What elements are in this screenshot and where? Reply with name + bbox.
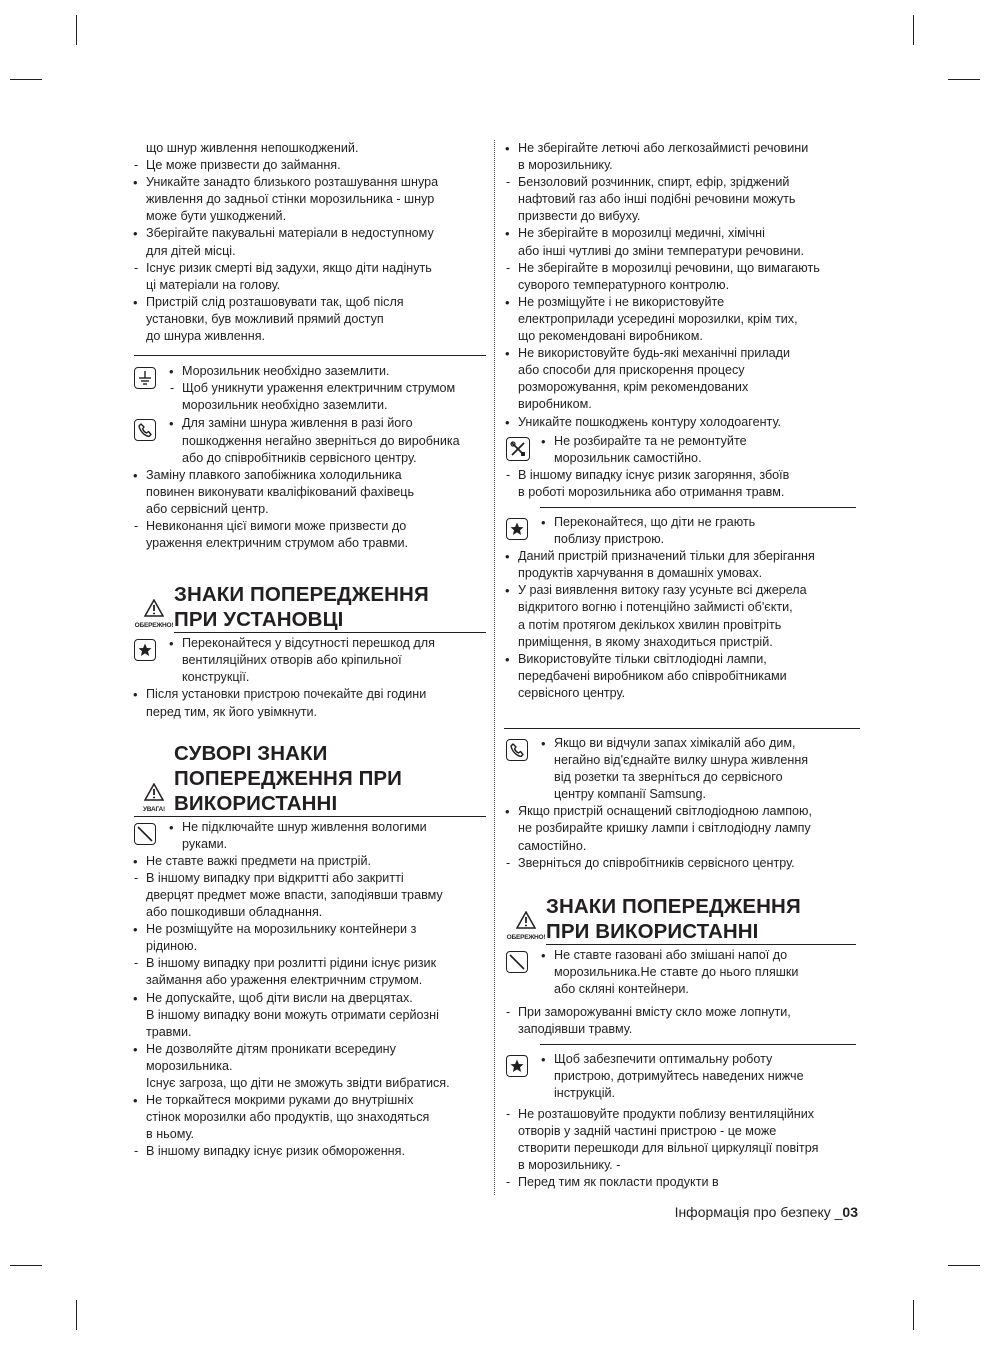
text-line: установки, був можливий прямий доступ	[146, 311, 384, 326]
text-line: продуктів харчування в домашніх умовах.	[518, 566, 763, 581]
bullet-line: • Переконайтеся, що діти не грають	[540, 514, 860, 531]
right-intro-list	[504, 140, 860, 431]
text-line: негайно від'єднайте вилку шнура живлення	[554, 753, 809, 768]
star-icon	[134, 639, 156, 661]
fuse-list	[132, 467, 486, 552]
bullet-line: • Уникайте пошкоджень контуру холодоагенту.	[504, 414, 860, 431]
dash-line: - При заморожуванні вмісту скло може лопнути,	[504, 1004, 860, 1021]
text-line: пошкодження негайно зверніться до виробника	[182, 433, 460, 448]
text-line: виробником.	[518, 397, 592, 412]
text-line: конструкції.	[182, 670, 250, 685]
bullet-line: • Якщо пристрій оснащений світлодіодною лампою,	[504, 803, 860, 820]
text-line: може бути ушкоджений.	[146, 209, 287, 224]
ground-icon	[134, 367, 156, 389]
phone-icon	[506, 739, 528, 761]
ground-text	[168, 363, 486, 414]
bullet-line: • Не зберігайте летючі або легкозаймисті речовини	[504, 140, 860, 157]
warning-triangle-icon	[516, 911, 536, 929]
ventilation-notice	[132, 635, 486, 686]
bullet-line: • У разі виявлення витоку газу усуньте всі джерела	[504, 582, 860, 599]
bullet-line: • Для заміни шнура живлення в разі його	[168, 415, 486, 432]
crop-mark	[10, 1265, 42, 1266]
left-intro-list	[132, 140, 486, 345]
text-line: або до співробітників сервісного центру.	[182, 450, 417, 465]
carbonated-text	[540, 947, 860, 998]
tools-icon	[506, 437, 530, 461]
text-line: відкритого вогню і потенційно займисті об'єкти,	[518, 600, 793, 615]
no-repair-notice	[504, 433, 860, 467]
carbonated-after-list	[504, 1004, 860, 1038]
text-line: створити перешкоди для вільної циркуляції повітря	[518, 1140, 819, 1155]
bullet-line: • Не допускайте, щоб діти висли на дверцятах.	[132, 990, 486, 1007]
heading-line: ПРИ УСТАНОВЦІ	[174, 608, 344, 632]
bullet-line: • Після установки пристрою почекайте дві години	[132, 686, 486, 703]
text-line: морозильник необхідно заземлити.	[182, 398, 388, 413]
text-line: поблизу пристрою.	[554, 532, 665, 547]
text-line: що рекомендовані виробником.	[518, 329, 703, 344]
heading-line: ПРИ ВИКОРИСТАННІ	[546, 919, 759, 943]
bullet-line: • Не розбирайте та не ремонтуйте	[540, 433, 860, 450]
footer-section-label: Інформація про безпеку _	[674, 1204, 843, 1220]
text-line: руками.	[182, 836, 228, 851]
no-repair-after-list	[504, 467, 860, 501]
text-line: в роботі морозильника або отримання травм.	[518, 484, 785, 499]
bullet-line: • Переконайтеся у відсутності перешкод для	[168, 635, 486, 652]
text-line: самостійно.	[518, 838, 587, 853]
smell-after-list	[504, 803, 860, 871]
children-after-list	[504, 548, 860, 702]
section-rule	[504, 728, 860, 729]
text-line: або скляні контейнери.	[554, 981, 689, 996]
bullet-line: • Заміну плавкого запобіжника холодильника	[132, 467, 486, 484]
dash-line: - В іншому випадку при розлитті рідини існує ризик	[132, 955, 486, 972]
bullet-line: • Не зберігайте в морозилці медичні, хімічні	[504, 225, 860, 242]
text-line: ураження електричним струмом або травми.	[146, 536, 409, 551]
wet-hands-notice	[132, 819, 486, 853]
text-line: в ньому.	[146, 1127, 195, 1142]
crop-mark	[76, 15, 77, 45]
dash-line: - Не розташовуйте продукти поблизу вентиляційних	[504, 1106, 860, 1123]
text-line: або сервісний центр.	[146, 501, 269, 516]
text-line: передбачені виробником або співробітниками	[518, 668, 787, 683]
usage-warning-heading	[504, 894, 860, 944]
section-rule	[134, 355, 486, 356]
page-number: 03	[842, 1204, 858, 1220]
text-line: пристрою, дотримуйтесь наведених нижче	[554, 1069, 804, 1084]
column-separator	[494, 140, 495, 1195]
dash-line: - В іншому випадку існує ризик обмороження.	[132, 1143, 486, 1160]
text-line: травми.	[146, 1024, 192, 1039]
smell-notice	[504, 735, 860, 803]
no-repair-text	[540, 433, 860, 467]
text-line: не розбирайте кришку лампи і світлодіодну лампу	[518, 821, 811, 836]
text-line: займання або ураження електричним струмом.	[146, 973, 423, 988]
children-notice	[504, 514, 860, 548]
dash-line: - Існує ризик смерті від задухи, якщо діти надінуть	[132, 260, 486, 277]
bullet-line: • Використовуйте тільки світлодіодні лампи,	[504, 651, 860, 668]
text-line: інструкцій.	[554, 1086, 616, 1101]
text-line: від розетки та зверніться до сервісного	[554, 770, 783, 785]
bullet-line: • Не використовуйте будь-які механічні прилади	[504, 345, 860, 362]
dash-line: - В іншому випадку існує ризик загоряння, збоїв	[504, 467, 860, 484]
wet-hands-text	[168, 819, 486, 853]
text-line: морозильника.	[146, 1058, 233, 1073]
text-line: живлення до задньої стінки морозильника - шнур	[146, 192, 435, 207]
text-line: або інші чутливі до зміни температури речовини.	[518, 243, 804, 258]
bullet-line: • Щоб забезпечити оптимальну роботу	[540, 1051, 860, 1068]
heading-line: ВИКОРИСТАННІ	[174, 791, 338, 815]
text-line: сервісного центру.	[518, 685, 626, 700]
right-column	[504, 140, 860, 1191]
bullet-line: • Не розміщуйте і не використовуйте	[504, 294, 860, 311]
after-install-list	[132, 686, 486, 720]
dash-line: - Це може призвести до займання.	[132, 157, 486, 174]
carbonated-notice	[504, 947, 860, 998]
crop-mark	[913, 1300, 914, 1330]
star-icon	[506, 518, 528, 540]
caution-label: ОБЕРЕЖНО!	[134, 622, 174, 630]
text-line: або способи для прискорення процесу	[518, 363, 745, 378]
bullet-line: • Зберігайте пакувальні матеріали в недоступному	[132, 225, 486, 242]
ventilation-text	[168, 635, 486, 686]
text-line: в морозильнику. -	[518, 1157, 621, 1172]
text-line: в морозильнику.	[518, 158, 613, 173]
text-line: розморожування, крім рекомендованих	[518, 380, 749, 395]
children-text	[540, 514, 860, 548]
text-line: для дітей місці.	[146, 243, 236, 258]
text-line: В іншому випадку вони можуть отримати серйозні	[146, 1007, 439, 1022]
text-line: отворів у задній частині пристрою - це може	[518, 1123, 777, 1138]
usage-list	[132, 853, 486, 1161]
dash-line: - Перед тим як покласти продукти в	[504, 1174, 860, 1191]
bullet-line: • Не торкайтеся мокрими руками до внутрішніх	[132, 1092, 486, 1109]
dash-line: - В іншому випадку при відкритті або закритті	[132, 870, 486, 887]
text-line: або пошкодивши обладнання.	[146, 905, 323, 920]
crop-mark	[948, 79, 980, 80]
heading-line: СУВОРІ ЗНАКИ	[174, 741, 328, 765]
caution-symbol	[132, 599, 176, 630]
bullet-line: • Не підключайте шнур живлення вологими	[168, 819, 486, 836]
text-line: морозильника.Не ставте до нього пляшки	[554, 964, 799, 979]
crop-mark	[948, 1265, 980, 1266]
install-warning-heading	[132, 582, 486, 632]
bullet-line: • Даний пристрій призначений тільки для зберігання	[504, 548, 860, 565]
section-rule	[174, 632, 486, 633]
bullet-line: • Морозильник необхідно заземлити.	[168, 363, 486, 380]
left-column	[132, 140, 486, 1161]
bullet-line: • Якщо ви відчули запах хімікалій або дим,	[540, 735, 860, 752]
crop-mark	[913, 15, 914, 45]
crop-mark	[10, 79, 42, 80]
bullet-line: • Не дозволяйте дітям проникати всередину	[132, 1041, 486, 1058]
warning-label: УВАГА!	[142, 805, 166, 813]
section-rule	[134, 816, 486, 817]
text-line: Існує загроза, що діти не зможуть звідти вибратися.	[146, 1076, 450, 1091]
bullet-line: • Уникайте занадто близького розташування шнура	[132, 174, 486, 191]
smell-text	[540, 735, 860, 803]
text-line: приміщення, в якому знаходиться пристрій.	[518, 634, 773, 649]
optimal-notice	[504, 1051, 860, 1102]
heading-line: ЗНАКИ ПОПЕРЕДЖЕННЯ	[546, 894, 801, 918]
star-icon	[506, 1055, 528, 1077]
text-line: вентиляційних отворів або кріпильної	[182, 653, 402, 668]
prohibition-icon	[134, 823, 156, 845]
text-line: а потім протягом декількох хвилин провітріть	[518, 617, 782, 632]
bullet-line: • Не ставте важкі предмети на пристрій.	[132, 853, 486, 870]
text-line: повинен виконувати кваліфікований фахівець	[146, 484, 415, 499]
text-line: нафтовий газ або інші подібні речовини можуть	[518, 192, 796, 207]
text-line: суворого температурного контролю.	[518, 277, 730, 292]
cord-replace-text	[168, 415, 486, 466]
dash-line: - Зверніться до співробітників сервісного центру.	[504, 855, 860, 872]
heading-line: ПОПЕРЕДЖЕННЯ ПРИ	[174, 766, 403, 790]
dash-line: - Бензоловий розчинник, спирт, ефір, зріджений	[504, 174, 860, 191]
caution-symbol	[504, 911, 548, 942]
text-line: морозильник самостійно.	[554, 450, 702, 465]
crop-mark	[76, 1300, 77, 1330]
optimal-after-list	[504, 1106, 860, 1191]
dash-line: - Не зберігайте в морозилці речовини, що вимагають	[504, 260, 860, 277]
section-rule	[540, 1044, 856, 1045]
text-line: рідиною.	[146, 939, 198, 954]
prohibition-icon	[506, 951, 528, 973]
section-rule	[546, 944, 856, 945]
warning-symbol	[132, 783, 176, 814]
text-line: дверцят предмет може впасти, заподіявши травму	[146, 888, 443, 902]
heading-line: ЗНАКИ ПОПЕРЕДЖЕННЯ	[174, 583, 429, 607]
section-rule	[540, 507, 856, 508]
page-footer	[675, 1204, 858, 1220]
bullet-line: • Пристрій слід розташовувати так, щоб після	[132, 294, 486, 311]
text-line: електроприлади усередині морозилки, крім тих,	[518, 311, 798, 326]
text-line: ці матеріали на голову.	[146, 277, 281, 292]
text-line: заподіявши травму.	[518, 1022, 633, 1037]
text-line: стінок морозилки або продуктів, що знаходяться	[146, 1110, 430, 1125]
cord-replace-notice	[132, 415, 486, 466]
text-line: призвести до вибуху.	[518, 209, 641, 224]
warning-triangle-icon	[144, 599, 164, 617]
ground-notice	[132, 363, 486, 414]
text-line: до шнура живлення.	[146, 329, 266, 344]
text-line: перед тим, як його увімкнути.	[146, 704, 318, 719]
text-line: центру компанії Samsung.	[554, 787, 707, 802]
caution-label: ОБЕРЕЖНО!	[506, 933, 546, 941]
optimal-text	[540, 1051, 860, 1102]
bullet-line: • Не розміщуйте на морозильнику контейнери з	[132, 921, 486, 938]
dash-line: - Щоб уникнути ураження електричним струмом	[168, 380, 486, 397]
bullet-line: • Не ставте газовані або змішані напої до	[540, 947, 860, 964]
warning-triangle-icon	[144, 783, 164, 801]
phone-icon	[134, 419, 156, 441]
strict-warning-heading	[132, 741, 486, 816]
dash-line: - Невиконання цієї вимоги може призвести до	[132, 518, 486, 535]
text-line: що шнур живлення непошкоджений.	[146, 141, 359, 155]
